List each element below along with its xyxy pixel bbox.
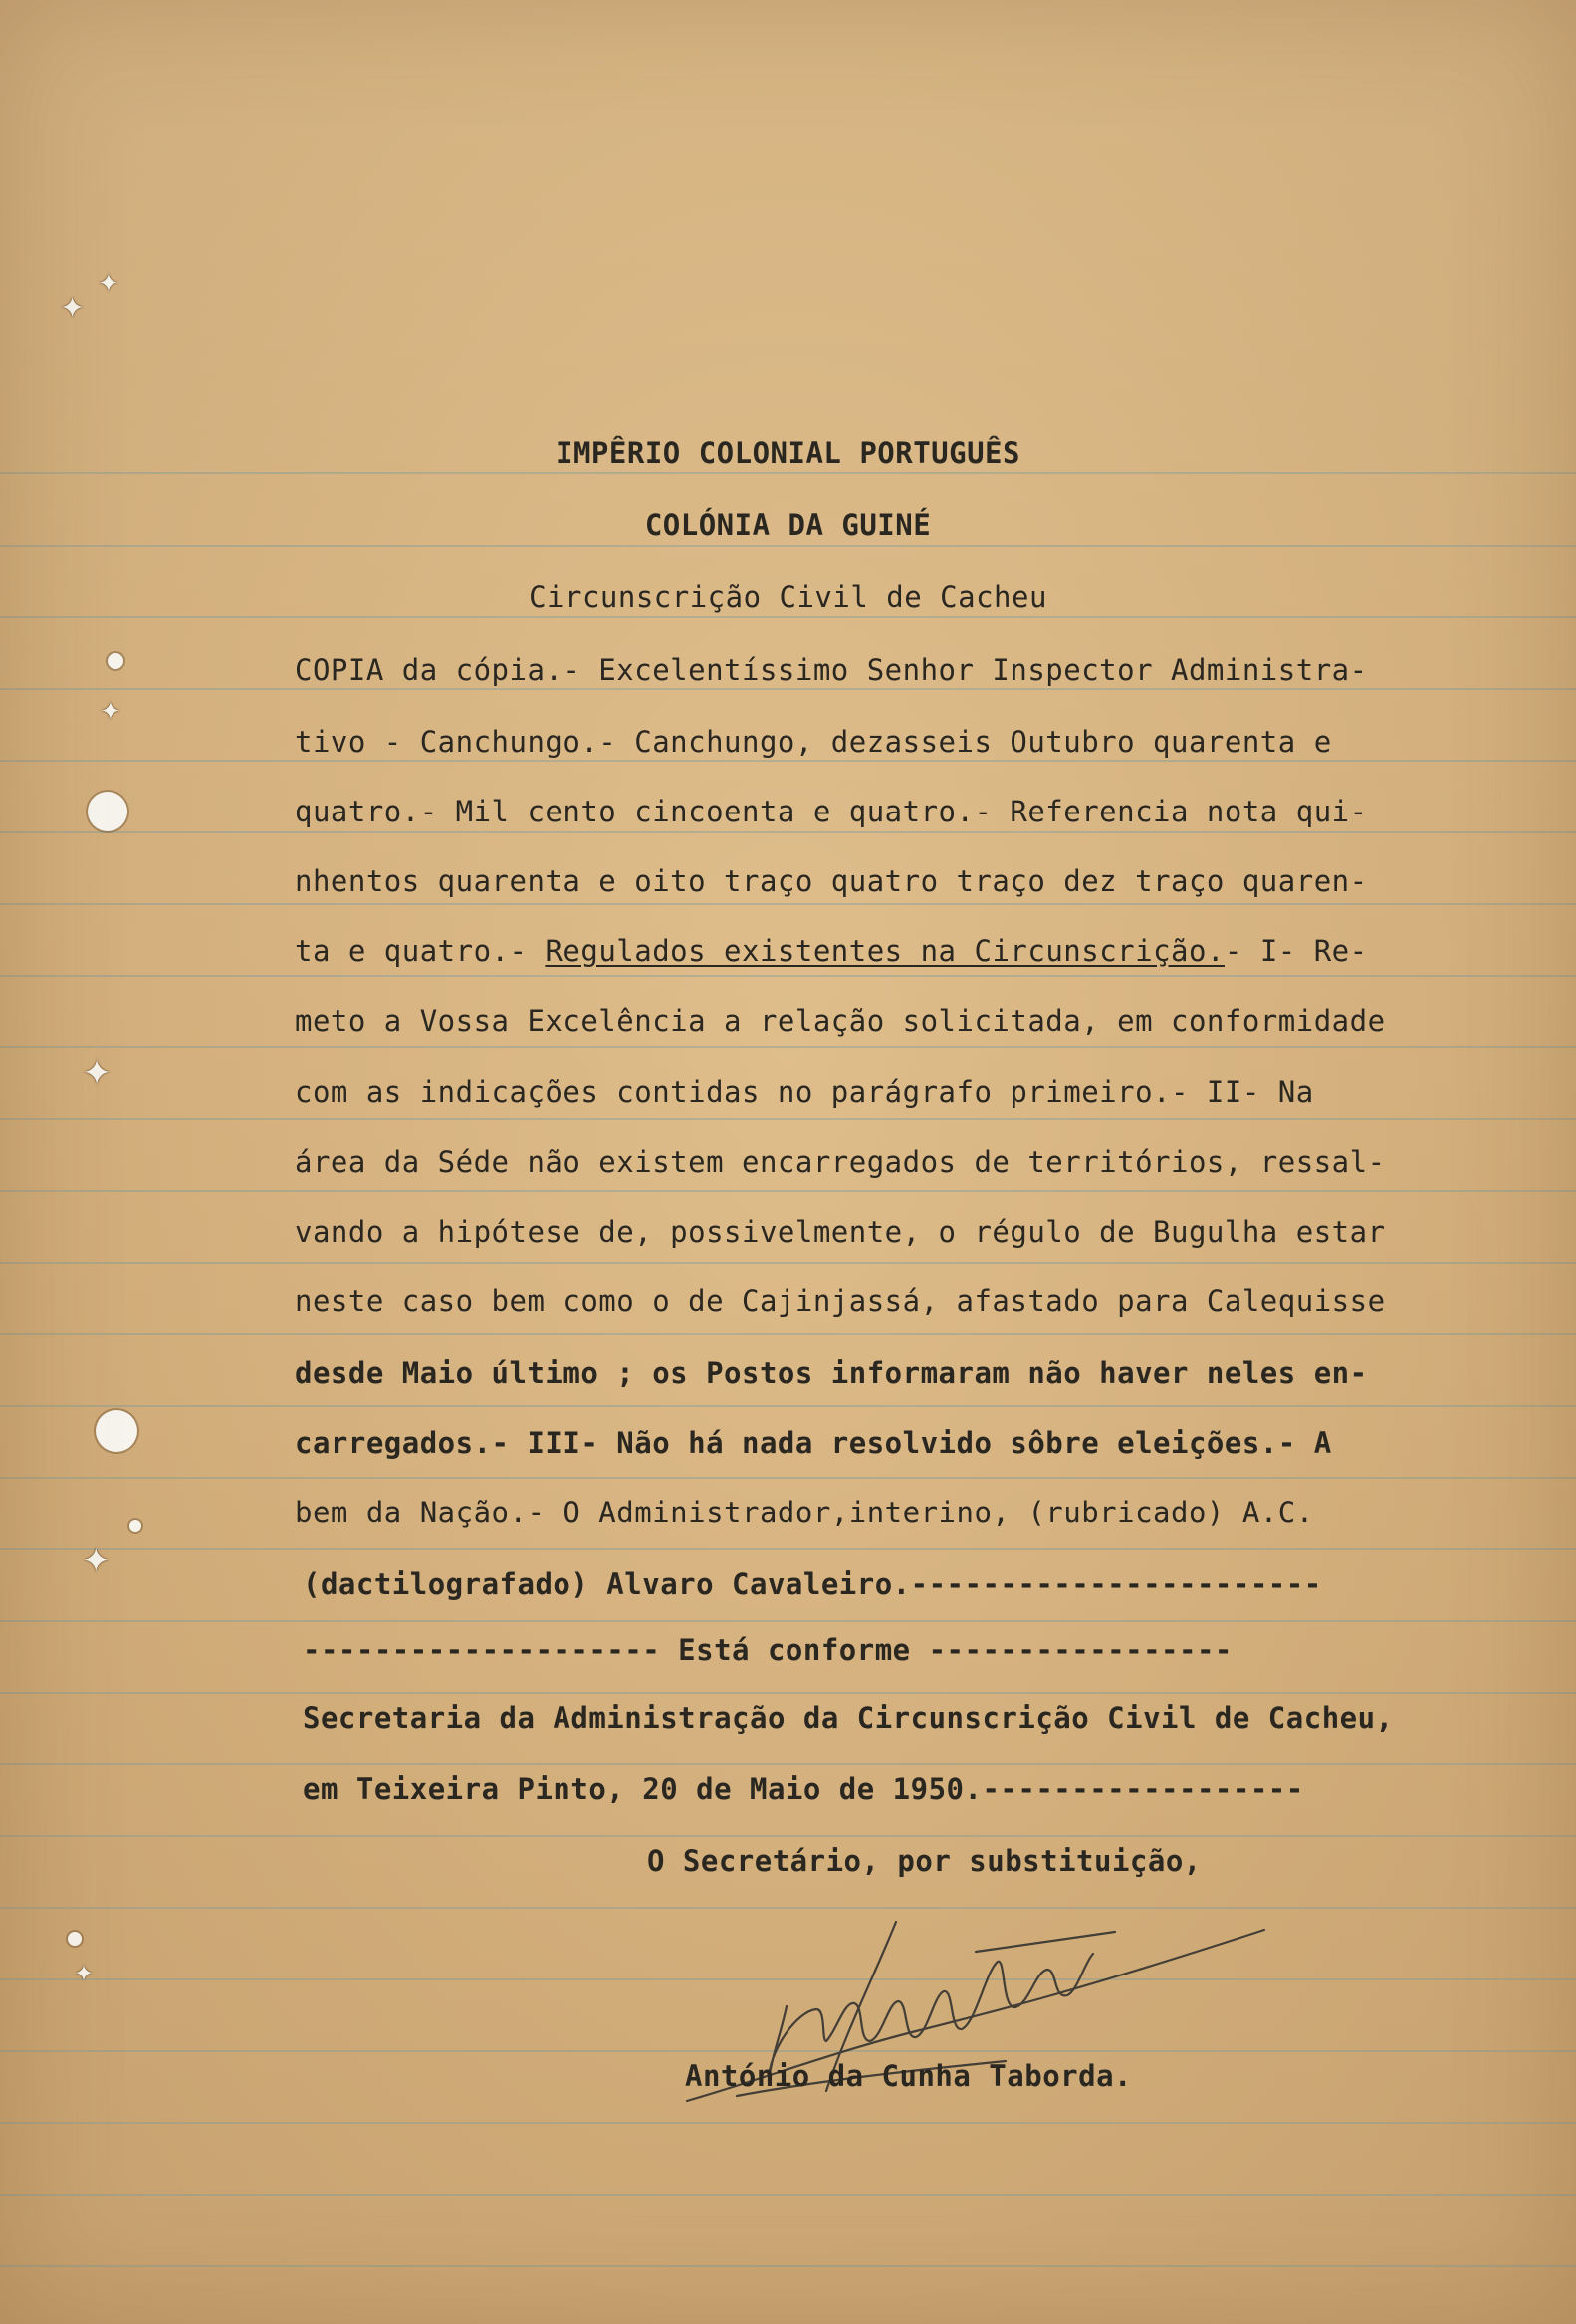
header-district: Circunscrição Civil de Cacheu [529,581,1047,614]
header-empire: IMPÊRIO COLONIAL PORTUGUÊS [556,436,1020,470]
punch-hole-top [88,792,127,831]
body-line-13: bem da Nação.- O Administrador,interino, (rubricado) A.C. [295,1496,1314,1529]
punch-hole-bottom [96,1410,137,1452]
pin-hole [129,1520,141,1532]
body-line-10: neste caso bem como o de Cajinjassá, afastado para Calequisse [295,1284,1386,1318]
certification-line-1: Secretaria da Administração da Circunscrição Civil de Cacheu, [303,1701,1394,1735]
subject-heading: Regulados existentes na Circunscrição. [545,934,1225,968]
signatory-name: António da Cunha Taborda. [685,2059,1132,2093]
pin-mark: ✦ [82,1053,113,1094]
body-line-8: área da Séde não existem encarregados de territórios, ressal- [295,1145,1386,1179]
body-line-12: carregados.- III- Não há nada resolvido sôbre eleições.- A [295,1426,1332,1460]
body-line-7: com as indicações contidas no parágrafo primeiro.- II- Na [295,1075,1314,1109]
certification-line-2: em Teixeira Pinto, 20 de Maio de 1950.------------------ [303,1772,1304,1806]
pin-mark: ✦ [60,291,86,326]
pin-mark: ✦ [82,1541,111,1581]
conformity-line: -------------------- Está conforme ----------------- [303,1633,1233,1667]
body-line-9: vando a hipótese de, possivelmente, o régulo de Bugulha estar [295,1215,1386,1249]
body-line-2: tivo - Canchungo.- Canchungo, dezasseis Outubro quarenta e [295,725,1332,759]
body-line-6: meto a Vossa Excelência a relação solicitada, em conformidade [295,1004,1386,1038]
pin-mark: ✦ [74,1960,95,1987]
pin-mark: ✦ [100,697,121,727]
pin-hole [108,653,123,669]
body-text: ta e quatro.- [295,934,528,968]
body-line-4: nhentos quarenta e oito traço quatro traço dez traço quaren- [295,864,1368,898]
closing-title: O Secretário, por substituição, [647,1844,1202,1878]
body-line-11: desde Maio último ; os Postos informaram não haver neles en- [295,1356,1368,1390]
handwritten-signature [677,1892,1294,2131]
body-line-1: COPIA da cópia.- Excelentíssimo Senhor Inspector Administra- [295,653,1368,687]
pin-mark: ✦ [98,269,119,299]
pin-hole [68,1932,82,1946]
body-line-5 [295,934,1368,968]
body-text: - I- Re- [1224,934,1368,968]
header-colony: COLÓNIA DA GUINÉ [644,508,932,542]
body-line-14: (dactilografado) Alvaro Cavaleiro.----------------------- [303,1567,1322,1601]
body-line-3: quatro.- Mil cento cincoenta e quatro.- Referencia nota qui- [295,795,1368,828]
